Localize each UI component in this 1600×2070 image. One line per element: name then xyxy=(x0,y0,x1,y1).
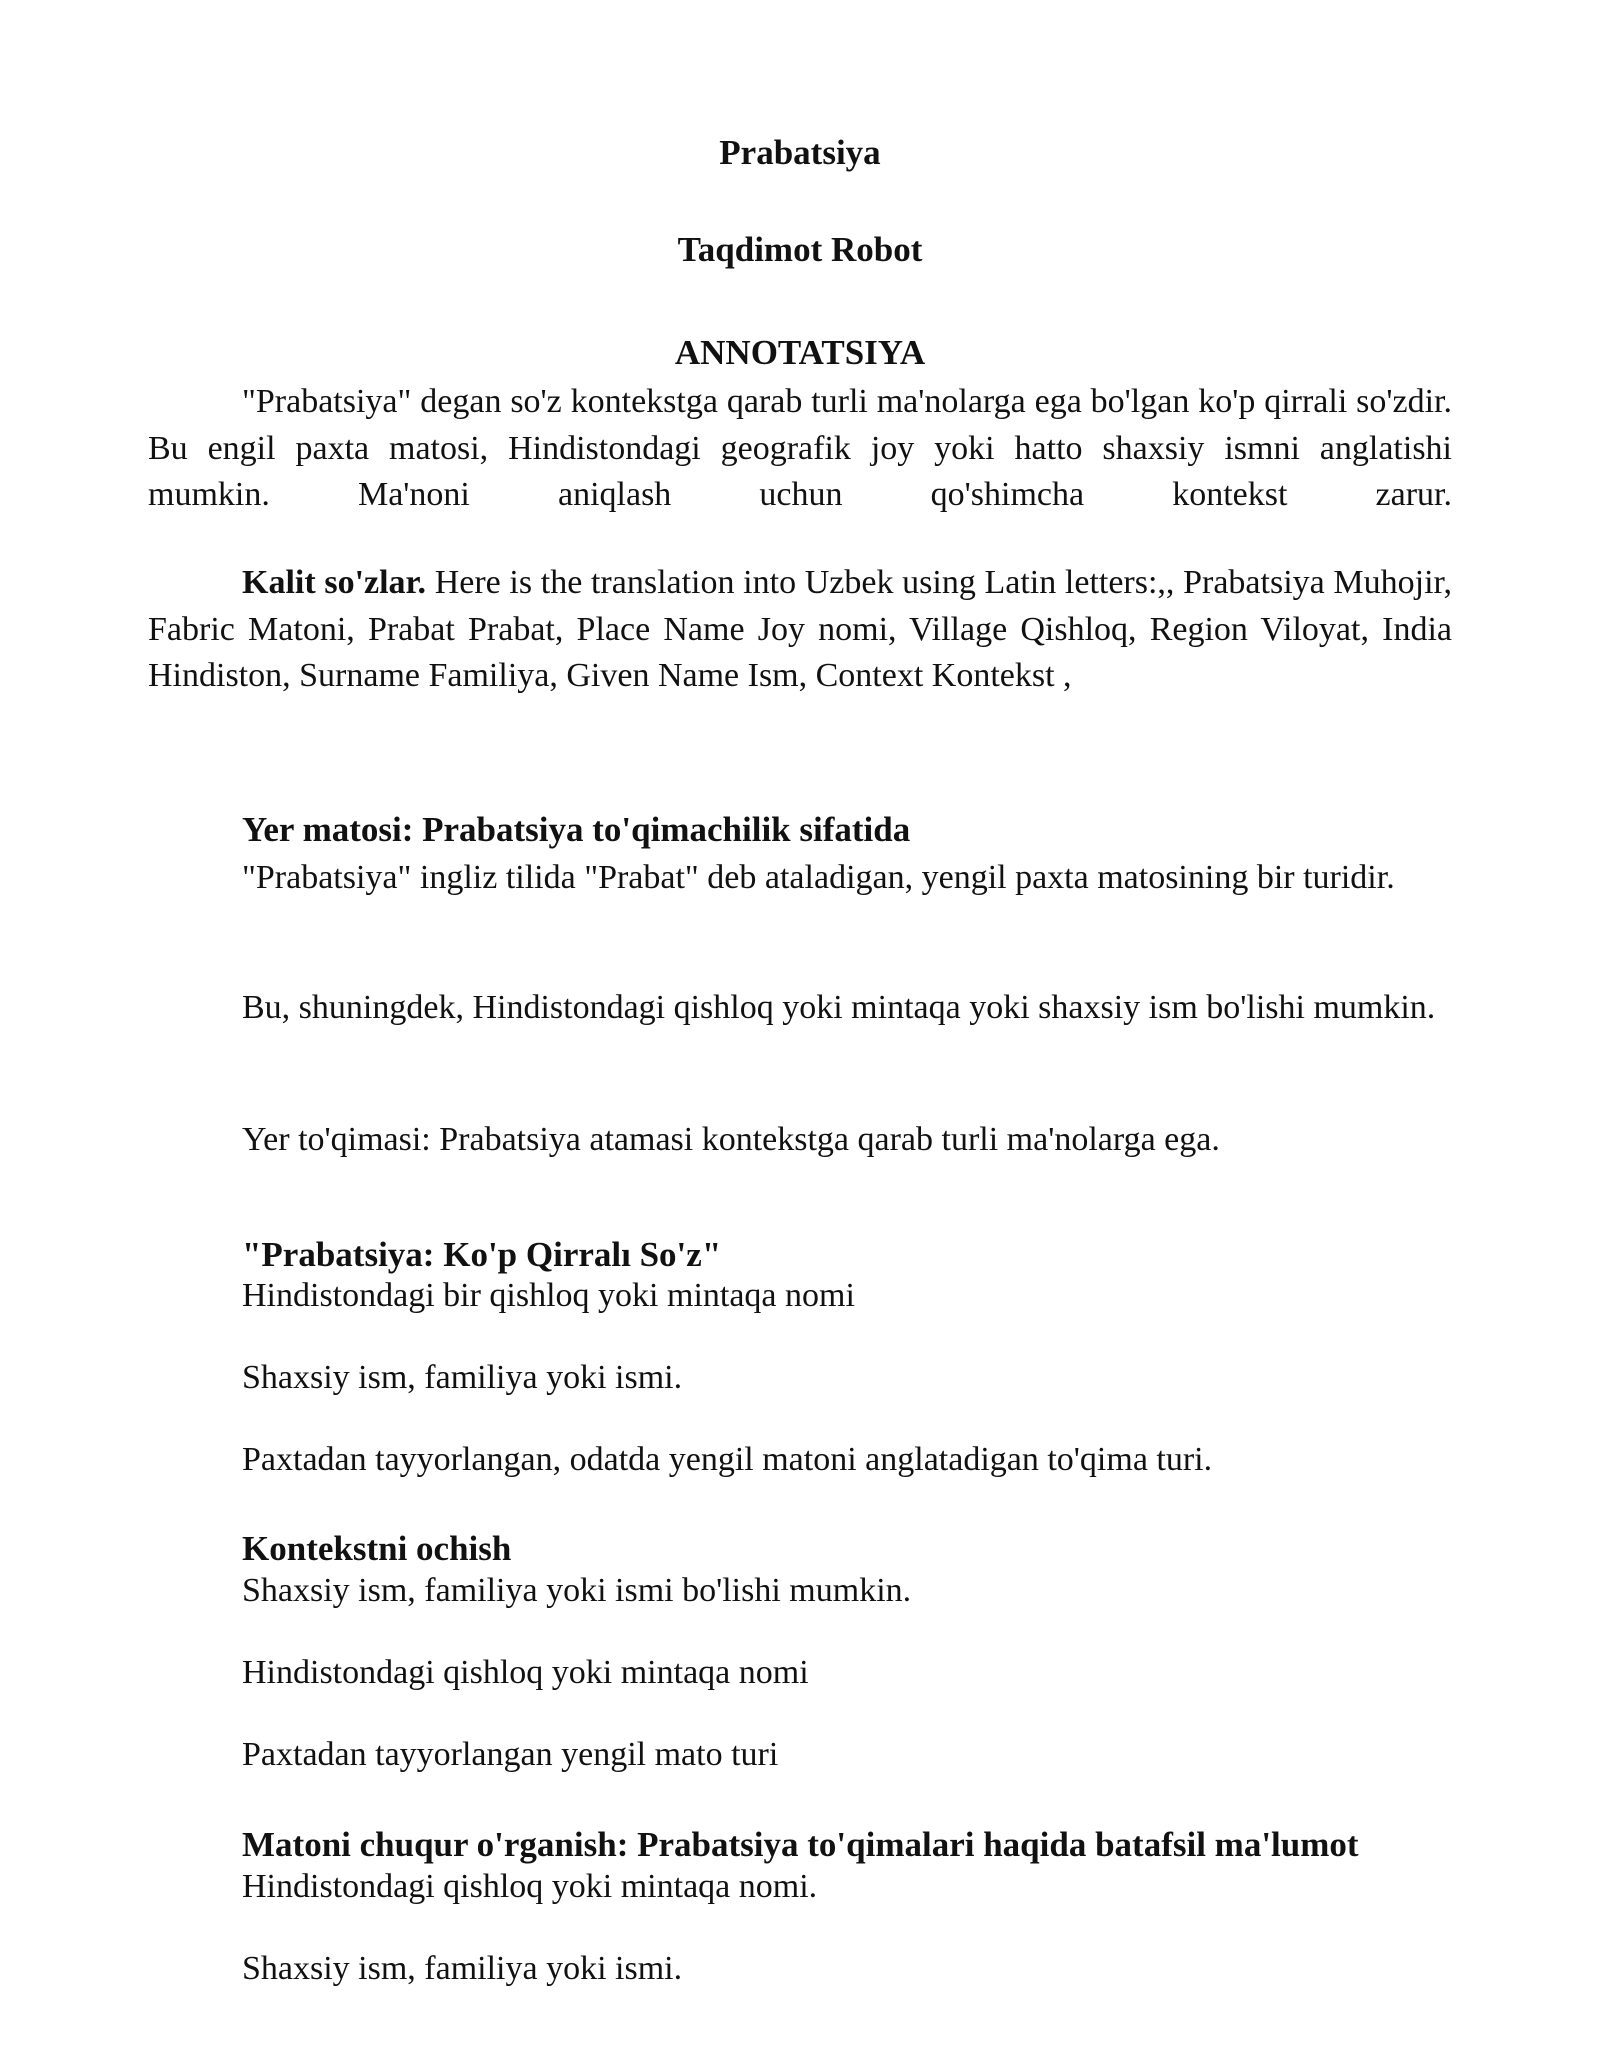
annotation-paragraph: "Prabatsiya" degan so'z kontekstga qarab turli ma'nolarga ega bo'lgan ko'p qirrali so'zdir. Bu engil paxta matosi, Hindistondagi geografik joy yoki hatto shaxsiy ismni anglatishi mumkin. Ma'noni aniqlash uchun qo'shimcha kontekst zarur. xyxy=(148,383,1452,513)
section1-paragraph-2: Bu, shuningdek, Hindistondagi qishloq yoki mintaqa yoki shaxsiy ism bo'lishi mumkin. xyxy=(242,989,1436,1026)
section4-item-1: Hindistondagi qishloq yoki mintaqa nomi. xyxy=(242,1868,818,1905)
document-subtitle: Taqdimot Robot xyxy=(677,230,923,269)
section4-item-2: Shaxsiy ism, familiya yoki ismi. xyxy=(242,1950,683,1987)
section2-item-1: Hindistondagi bir qishloq yoki mintaqa nomi xyxy=(242,1277,855,1314)
section2-item-2: Shaxsiy ism, familiya yoki ismi. xyxy=(242,1359,683,1396)
section1-paragraph-3: Yer to'qimasi: Prabatsiya atamasi kontekstga qarab turli ma'nolarga ega. xyxy=(242,1121,1220,1158)
section3-item-3: Paxtadan tayyorlangan yengil mato turi xyxy=(242,1736,779,1773)
section3-heading: Kontekstni ochish xyxy=(242,1529,512,1568)
keywords-label: Kalit so'zlar. xyxy=(242,564,427,601)
section4-heading: Matoni chuqur o'rganish: Prabatsiya to'qimalari haqida batafsil ma'lumot xyxy=(242,1825,1359,1864)
document-title: Prabatsiya xyxy=(719,133,881,172)
section3-item-2: Hindistondagi qishloq yoki mintaqa nomi xyxy=(242,1654,809,1691)
section1-heading: Yer matosi: Prabatsiya to'qimachilik sifatida xyxy=(242,810,911,849)
annotation-heading: ANNOTATSIYA xyxy=(674,333,926,372)
section3-item-1: Shaxsiy ism, familiya yoki ismi bo'lishi mumkin. xyxy=(242,1572,912,1609)
section2-heading: "Prabatsiya: Ko'p Qirralı So'z" xyxy=(242,1235,722,1274)
document-page xyxy=(148,0,1452,2070)
section1-paragraph-1: "Prabatsiya" ingliz tilida "Prabat" deb ataladigan, yengil paxta matosining bir turidir. xyxy=(242,859,1395,896)
section2-item-3: Paxtadan tayyorlangan, odatda yengil matoni anglatadigan to'qima turi. xyxy=(242,1441,1213,1478)
keywords-text: Here is the translation into Uzbek using Latin letters:,, Prabatsiya Muhojir, Fabric Matoni, Prabat Prabat, Place Name Joy nomi, Village Qishloq, Region Viloyat, India Hindiston, Surname Familiya, Given Name Ism, Context Kontekst , xyxy=(148,564,1452,694)
keywords-paragraph xyxy=(148,560,1452,700)
